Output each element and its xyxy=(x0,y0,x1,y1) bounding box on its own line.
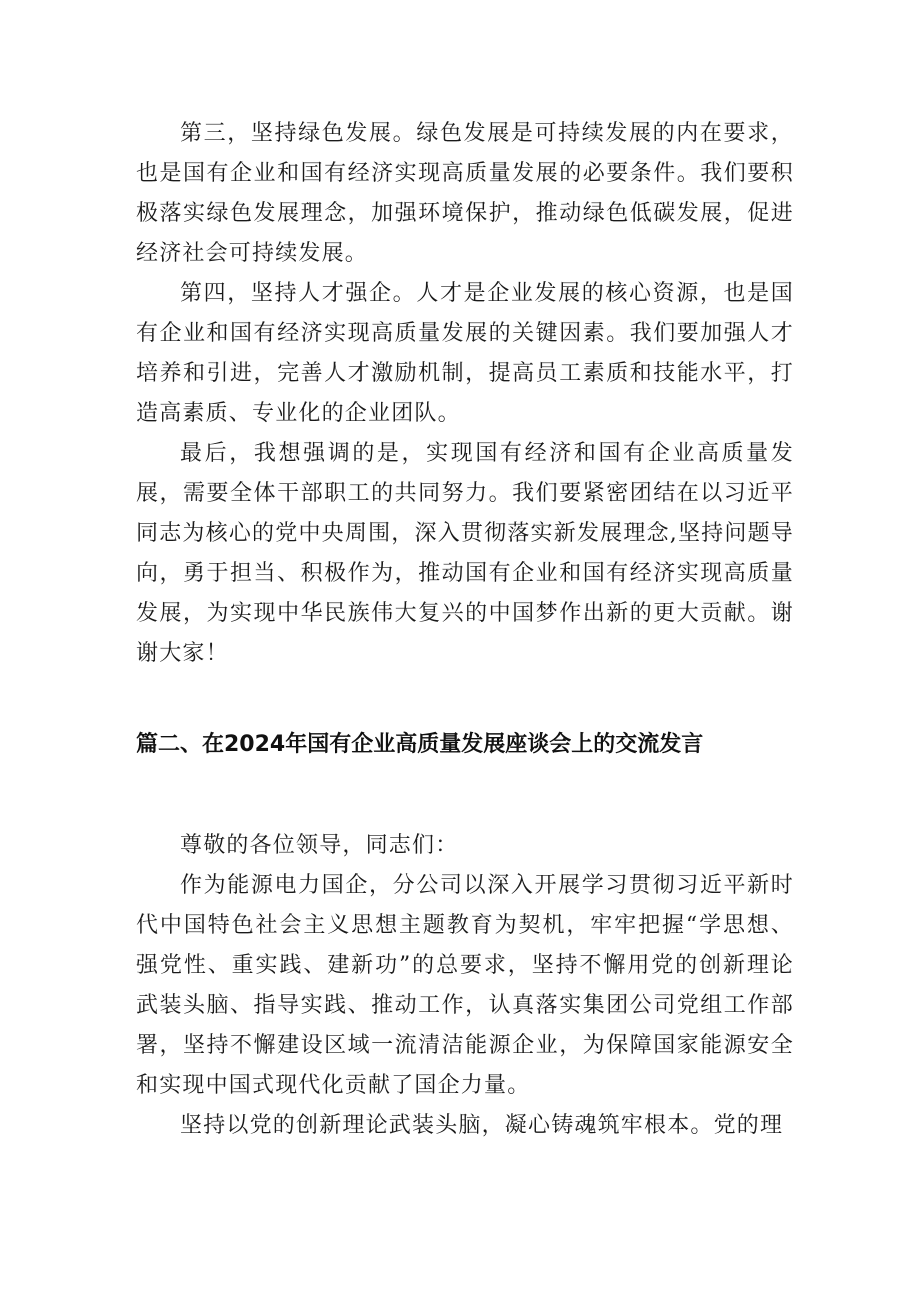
section-heading: 篇二、在2024年国有企业高质量发展座谈会上的交流发言 xyxy=(136,732,704,757)
paragraph-salutation: 尊敬的各位领导，同志们： xyxy=(180,833,459,858)
paragraph-intro: 作为能源电力国企，分公司以深入开展学习贯彻习近平新时代中国特色社会主义思想主题教育为契机，牢牢把握“学思想、强党性、重实践、建新功”的总要求，坚持不懈用党的创新理论武装头脑、指导实践、推动工作，认真落实集团公司党组工作部署，坚持不懈建设区域一流清洁能源企业，为保障国家能源安全和实现中国式现代化贡献了国企力量。 xyxy=(136,873,794,1098)
paragraph-green-development: 第三，坚持绿色发展。绿色发展是可持续发展的内在要求，也是国有企业和国有经济实现高质量发展的必要条件。我们要积极落实绿色发展理念，加强环境保护，推动绿色低碳发展，促进经济社会可持续发展。 xyxy=(136,121,794,266)
paragraph-theory: 坚持以党的创新理论武装头脑，凝心铸魂筑牢根本。党的理 xyxy=(180,1113,784,1138)
speech-body-part-1 xyxy=(136,114,794,674)
paragraph-conclusion: 最后，我想强调的是，实现国有经济和国有企业高质量发展，需要全体干部职工的共同努力。我们要紧密团结在以习近平同志为核心的党中央周围，深入贯彻落实新发展理念,坚持问题导向，勇于担当、积极作为，推动国有企业和国有经济实现高质量发展，为实现中华民族伟大复兴的中国梦作出新的更大贡献。谢谢大家！ xyxy=(136,441,794,666)
speech-body-part-2 xyxy=(136,826,794,1146)
paragraph-talent: 第四，坚持人才强企。人才是企业发展的核心资源，也是国有企业和国有经济实现高质量发展的关键因素。我们要加强人才培养和引进，完善人才激励机制，提高员工素质和技能水平，打造高素质、专业化的企业团队。 xyxy=(136,281,794,426)
